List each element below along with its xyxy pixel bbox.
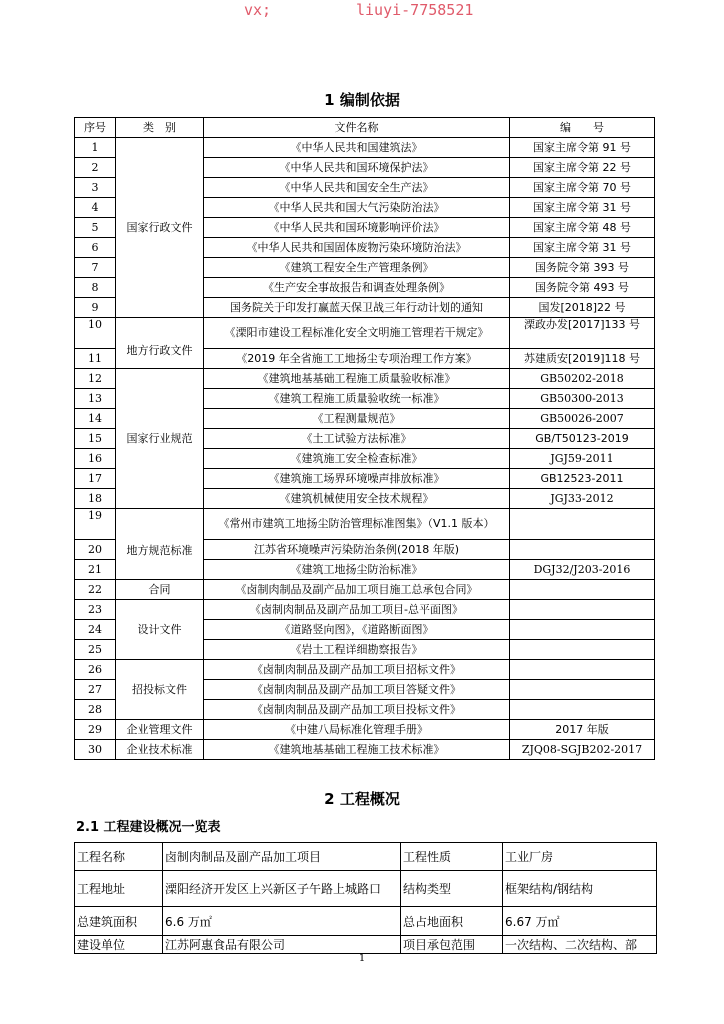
file-code: ZJQ08-SGJB202-2017	[510, 740, 655, 760]
row-number: 24	[75, 620, 116, 640]
category-cell: 地方行政文件	[116, 318, 204, 369]
file-code: GB50202-2018	[510, 369, 655, 389]
row-number: 9	[75, 298, 116, 318]
overview-row	[75, 907, 657, 936]
scope-label: 项目承包范围	[401, 936, 503, 954]
file-code: 国家主席令第 91 号	[510, 138, 655, 158]
file-name: 《中建八局标准化管理手册》	[204, 720, 510, 740]
row-number: 11	[75, 349, 116, 369]
table-row	[75, 580, 655, 600]
table-row	[75, 600, 655, 620]
row-number: 6	[75, 238, 116, 258]
file-name: 《建筑施工场界环境噪声排放标准》	[204, 469, 510, 489]
project-location-value: 溧阳经济开发区上兴新区子午路上城路口	[163, 871, 401, 907]
table-row	[75, 138, 655, 158]
table-row	[75, 720, 655, 740]
file-name: 《土工试验方法标准》	[204, 429, 510, 449]
file-code: 国家主席令第 31 号	[510, 238, 655, 258]
file-code	[510, 700, 655, 720]
file-code	[510, 600, 655, 620]
project-name-value: 卤制肉制品及副产品加工项目	[163, 843, 401, 871]
row-number: 30	[75, 740, 116, 760]
file-name: 《中华人民共和国环境影响评价法》	[204, 218, 510, 238]
table-row	[75, 660, 655, 680]
file-code: GB/T50123-2019	[510, 429, 655, 449]
watermark-id: liuyi-7758521	[356, 1, 474, 19]
file-name: 《2019 年全省施工工地扬尘专项治理工作方案》	[204, 349, 510, 369]
file-name: 《建筑工程施工质量验收统一标准》	[204, 389, 510, 409]
file-name: 《卤制肉制品及副产品加工项目施工总承包合同》	[204, 580, 510, 600]
file-code	[510, 580, 655, 600]
row-number: 28	[75, 700, 116, 720]
file-code	[510, 509, 655, 540]
file-name: 《卤制肉制品及副产品加工项目答疑文件》	[204, 680, 510, 700]
row-number: 10	[75, 318, 116, 349]
row-number: 7	[75, 258, 116, 278]
land-area-label: 总占地面积	[401, 907, 503, 936]
file-name: 《建筑施工安全检查标准》	[204, 449, 510, 469]
file-name: 《卤制肉制品及副产品加工项目招标文件》	[204, 660, 510, 680]
overview-row	[75, 843, 657, 871]
file-name: 《建筑工地扬尘防治标准》	[204, 560, 510, 580]
file-code: JGJ33-2012	[510, 489, 655, 509]
file-name: 《建筑机械使用安全技术规程》	[204, 489, 510, 509]
row-number: 16	[75, 449, 116, 469]
file-name: 《建筑地基基础工程施工技术标准》	[204, 740, 510, 760]
file-code: 国发[2018]22 号	[510, 298, 655, 318]
project-location-label: 工程地址	[75, 871, 163, 907]
file-code: DGJ32/J203-2016	[510, 560, 655, 580]
total-area-value: 6.6 万㎡	[163, 907, 401, 936]
row-number: 12	[75, 369, 116, 389]
file-code: 国务院令第 493 号	[510, 278, 655, 298]
row-number: 3	[75, 178, 116, 198]
row-number: 4	[75, 198, 116, 218]
file-code	[510, 620, 655, 640]
structure-type-value: 框架结构/钢结构	[503, 871, 657, 907]
table-row	[75, 509, 655, 540]
category-cell: 企业管理文件	[116, 720, 204, 740]
structure-type-label: 结构类型	[401, 871, 503, 907]
row-number: 23	[75, 600, 116, 620]
row-number: 14	[75, 409, 116, 429]
header-seq: 序号	[75, 118, 116, 138]
project-nature-label: 工程性质	[401, 843, 503, 871]
file-name: 《常州市建筑工地扬尘防治管理标准图集》（V1.1 版本）	[204, 509, 510, 540]
file-code: 国家主席令第 22 号	[510, 158, 655, 178]
file-name: 《道路竖向图》，《道路断面图》	[204, 620, 510, 640]
file-name: 江苏省环境噪声污染防治条例(2018 年版)	[204, 540, 510, 560]
file-code	[510, 660, 655, 680]
overview-row	[75, 936, 657, 954]
file-code: 国家主席令第 48 号	[510, 218, 655, 238]
header-code: 编 号	[510, 118, 655, 138]
row-number: 27	[75, 680, 116, 700]
file-name: 《建筑地基基础工程施工质量验收标准》	[204, 369, 510, 389]
row-number: 8	[75, 278, 116, 298]
land-area-value: 6.67 万㎡	[503, 907, 657, 936]
file-code: 国家主席令第 70 号	[510, 178, 655, 198]
file-code	[510, 540, 655, 560]
file-code: 苏建质安[2019]118 号	[510, 349, 655, 369]
header-file-name: 文件名称	[204, 118, 510, 138]
compilation-basis-table	[74, 117, 655, 760]
category-cell: 地方规范标准	[116, 509, 204, 580]
file-code: GB12523-2011	[510, 469, 655, 489]
row-number: 29	[75, 720, 116, 740]
page-number: 1	[358, 953, 366, 964]
owner-label: 建设单位	[75, 936, 163, 954]
category-cell: 合同	[116, 580, 204, 600]
category-cell: 招投标文件	[116, 660, 204, 720]
file-code: GB50300-2013	[510, 389, 655, 409]
header-category: 类 别	[116, 118, 204, 138]
row-number: 17	[75, 469, 116, 489]
row-number: 1	[75, 138, 116, 158]
row-number: 15	[75, 429, 116, 449]
category-cell: 企业技术标准	[116, 740, 204, 760]
file-code: JGJ59-2011	[510, 449, 655, 469]
project-overview-table	[74, 842, 657, 954]
file-name: 《溧阳市建设工程标准化安全文明施工管理若干规定》	[204, 318, 510, 349]
table-row	[75, 740, 655, 760]
file-name: 《中华人民共和国环境保护法》	[204, 158, 510, 178]
row-number: 13	[75, 389, 116, 409]
project-nature-value: 工业厂房	[503, 843, 657, 871]
row-number: 2	[75, 158, 116, 178]
file-code: 溧政办发[2017]133 号	[510, 318, 655, 349]
overview-row	[75, 871, 657, 907]
table-header-row	[75, 118, 655, 138]
row-number: 19	[75, 509, 116, 540]
file-code: GB50026-2007	[510, 409, 655, 429]
file-name: 《中华人民共和国固体废物污染环境防治法》	[204, 238, 510, 258]
category-cell: 设计文件	[116, 600, 204, 660]
row-number: 21	[75, 560, 116, 580]
file-name: 《岩土工程详细勘察报告》	[204, 640, 510, 660]
file-name: 《卤制肉制品及副产品加工项目投标文件》	[204, 700, 510, 720]
category-cell: 国家行政文件	[116, 138, 204, 318]
file-code: 国家主席令第 31 号	[510, 198, 655, 218]
file-name: 《中华人民共和国安全生产法》	[204, 178, 510, 198]
file-name: 国务院关于印发打赢蓝天保卫战三年行动计划的通知	[204, 298, 510, 318]
file-code	[510, 680, 655, 700]
total-area-label: 总建筑面积	[75, 907, 163, 936]
file-code	[510, 640, 655, 660]
file-name: 《中华人民共和国大气污染防治法》	[204, 198, 510, 218]
row-number: 5	[75, 218, 116, 238]
project-name-label: 工程名称	[75, 843, 163, 871]
file-name: 《建筑工程安全生产管理条例》	[204, 258, 510, 278]
row-number: 20	[75, 540, 116, 560]
watermark-prefix: vx;	[244, 1, 272, 19]
section-1-title: 1 编制依据	[324, 91, 400, 109]
row-number: 18	[75, 489, 116, 509]
file-name: 《卤制肉制品及副产品加工项目-总平面图》	[204, 600, 510, 620]
watermark	[0, 0, 724, 20]
file-code: 2017 年版	[510, 720, 655, 740]
scope-value: 一次结构、二次结构、部	[503, 936, 657, 954]
file-name: 《工程测量规范》	[204, 409, 510, 429]
row-number: 25	[75, 640, 116, 660]
section-2-title: 2 工程概况	[324, 790, 400, 808]
category-cell: 国家行业规范	[116, 369, 204, 509]
row-number: 26	[75, 660, 116, 680]
file-name: 《生产安全事故报告和调查处理条例》	[204, 278, 510, 298]
section-2-1-subtitle: 2.1 工程建设概况一览表	[76, 820, 221, 835]
file-code: 国务院令第 393 号	[510, 258, 655, 278]
table-row	[75, 369, 655, 389]
file-name: 《中华人民共和国建筑法》	[204, 138, 510, 158]
owner-value: 江苏阿惠食品有限公司	[163, 936, 401, 954]
table-row	[75, 318, 655, 349]
row-number: 22	[75, 580, 116, 600]
